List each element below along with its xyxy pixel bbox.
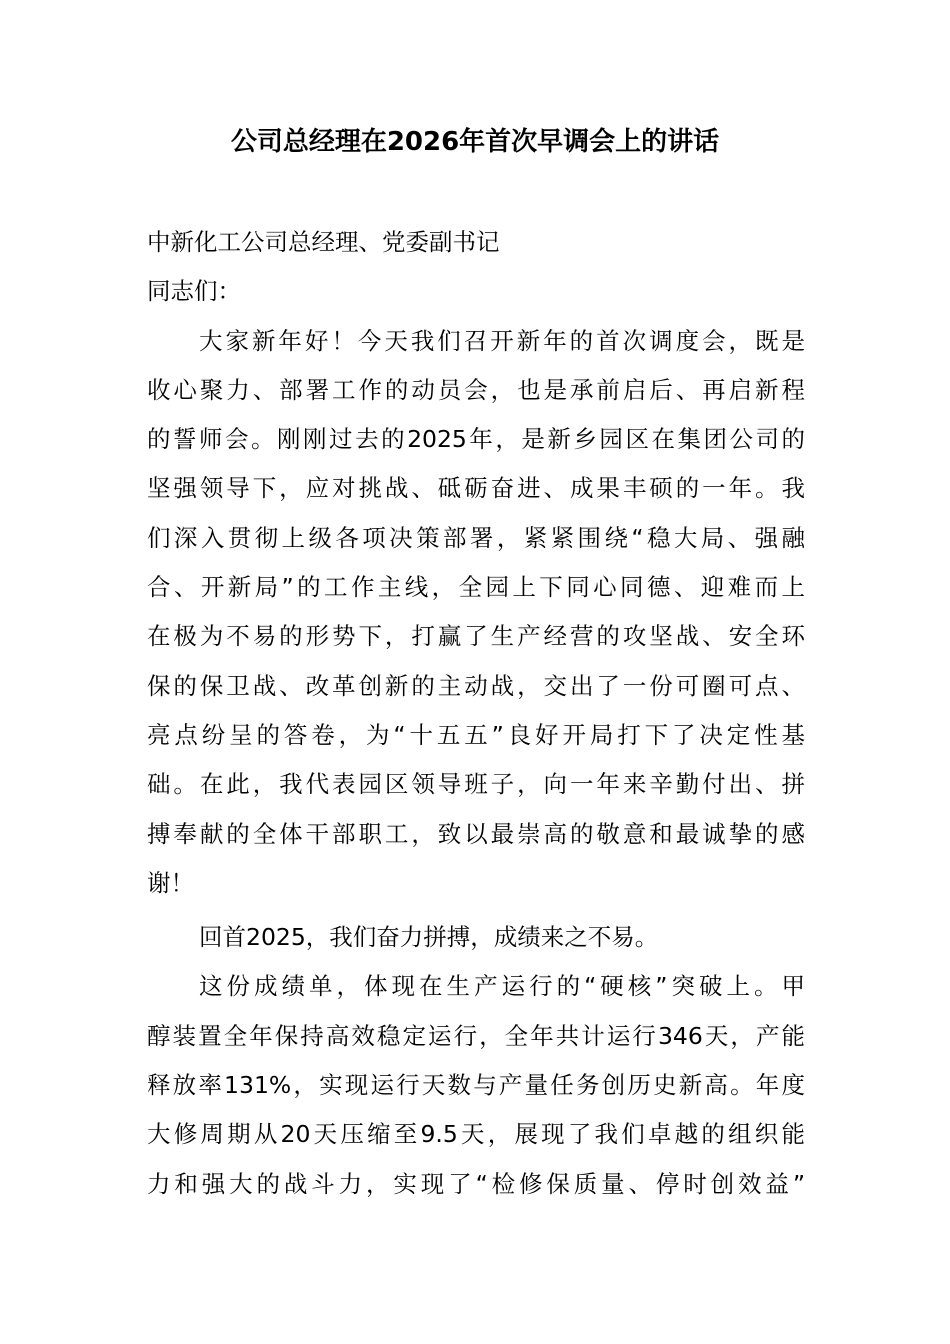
paragraphs: [147, 317, 805, 1209]
document-body: [147, 218, 805, 1209]
salutation: 同志们：: [147, 277, 241, 306]
paragraph-line: 保的保卫战、改革创新的主动战，交出了一份可圈可点、: [147, 671, 805, 700]
paragraph-line: 大修周期从20天压缩至9.5天，展现了我们卓越的组织能: [147, 1120, 805, 1149]
paragraph-line: 谢！: [147, 868, 194, 897]
paragraph: [147, 317, 805, 909]
paragraph-line: 回首2025，我们奋力拼搏，成绩来之不易。: [199, 923, 659, 952]
paragraph-line: 醇装置全年保持高效稳定运行，全年共计运行346天，产能: [147, 1021, 805, 1050]
paragraph-line: 础。在此，我代表园区领导班子，向一年来辛勤付出、拼: [147, 770, 805, 799]
paragraph: [147, 962, 805, 1208]
author-line: 中新化工公司总经理、党委副书记: [147, 228, 500, 256]
paragraph-line: 合、开新局”的工作主线，全园上下同心同德、迎难而上: [147, 573, 805, 602]
paragraph-line: 释放率131%，实现运行天数与产量任务创历史新高。年度: [147, 1071, 805, 1100]
paragraph-line: 坚强领导下，应对挑战、砥砺奋进、成果丰硕的一年。我: [147, 474, 805, 503]
paragraph-line: 搏奉献的全体干部职工，致以最崇高的敬意和最诚挚的感: [147, 819, 805, 848]
document-title: 公司总经理在2026年首次早调会上的讲话: [230, 127, 720, 157]
paragraph-line: 大家新年好！今天我们召开新年的首次调度会，既是: [199, 326, 805, 355]
paragraph-line: 力和强大的战斗力，实现了“检修保质量、停时创效益”: [147, 1169, 805, 1198]
paragraph-line: 收心聚力、部署工作的动员会，也是承前启后、再启新程: [147, 375, 805, 404]
paragraph-line: 的誓师会。刚刚过去的2025年，是新乡园区在集团公司的: [147, 425, 805, 454]
paragraph-line: 这份成绩单，体现在生产运行的“硬核”突破上。甲: [199, 972, 805, 1001]
paragraph-line: 亮点纷呈的答卷，为“十五五”良好开局打下了决定性基: [147, 720, 805, 749]
paragraph-line: 们深入贯彻上级各项决策部署，紧紧围绕“稳大局、强融: [147, 523, 805, 552]
paragraph-line: 在极为不易的形势下，打赢了生产经营的攻坚战、安全环: [147, 622, 805, 651]
paragraph: [147, 913, 805, 962]
